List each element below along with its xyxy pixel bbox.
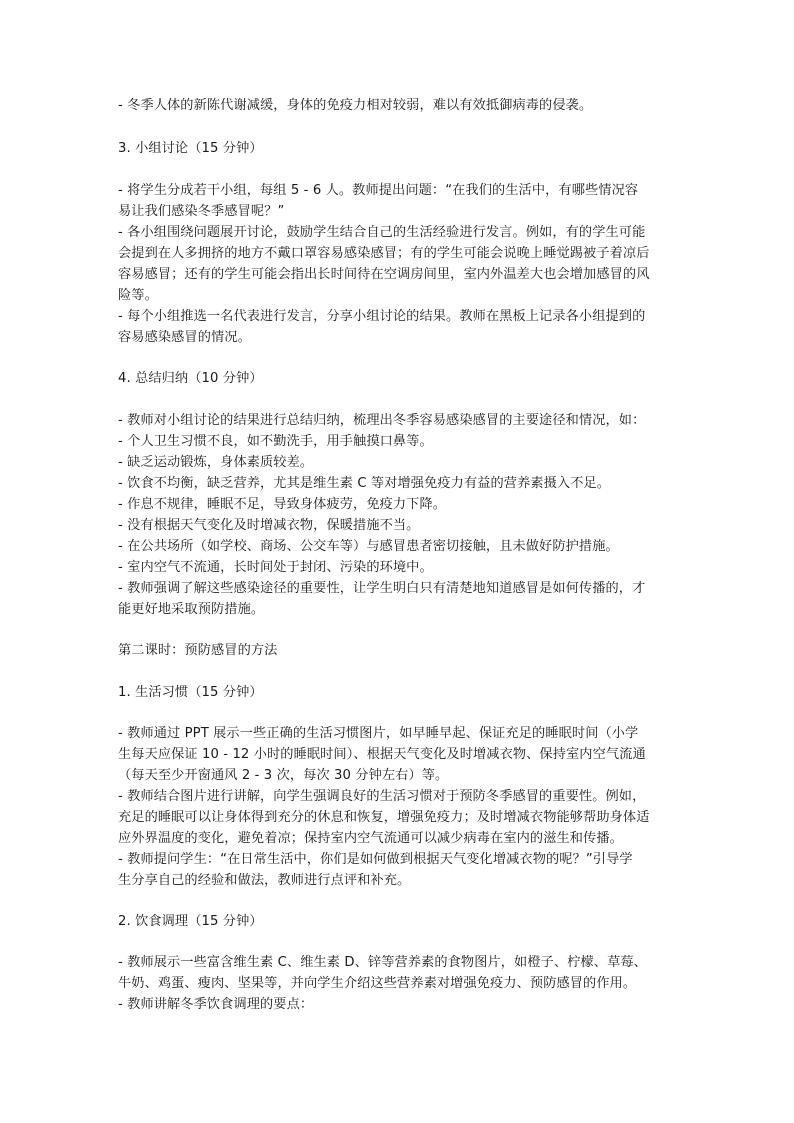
list-item: - 饮食不均衡，缺乏营养，尤其是维生素 C 等对增强免疫力有益的营养素摄入不足。 (118, 476, 611, 491)
paragraph-line: （每天至少开窗通风 2 - 3 次，每次 30 分钟左右）等。 (118, 768, 449, 783)
paragraph-line: 容易感染感冒的情况。 (118, 330, 251, 345)
paragraph-line: - 将学生分成若干小组，每组 5 - 6 人。教师提出问题：“在我们的生活中，有哪些情况容 (118, 183, 639, 198)
list-item: - 个人卫生习惯不良，如不勤洗手，用手触摸口鼻等。 (118, 434, 433, 449)
paragraph-line: 险等。 (118, 288, 158, 303)
paragraph-line: - 教师展示一些富含维生素 C、维生素 D、锌等营养素的食物图片，如橙子、柠檬、草莓、 (118, 955, 647, 970)
paragraph-line: 牛奶、鸡蛋、瘦肉、坚果等，并向学生介绍这些营养素对增强免疫力、预防感冒的作用。 (118, 976, 637, 991)
paragraph-line: - 教师对小组讨论的结果进行总结归纳，梳理出冬季容易感染感冒的主要途径和情况，如： (118, 413, 646, 428)
paragraph-line: - 冬季人体的新陈代谢减缓，身体的免疫力相对较弱，难以有效抵御病毒的侵袭。 (118, 98, 593, 113)
paragraph-line: 易让我们感染冬季感冒呢？” (118, 204, 285, 219)
list-item: - 室内空气不流通，长时间处于封闭、污染的环境中。 (118, 560, 433, 575)
paragraph-line: 应外界温度的变化，避免着凉；保持室内空气流通可以减少病毒在室内的滋生和传播。 (118, 831, 623, 846)
paragraph-line: - 每个小组推选一名代表进行发言，分享小组讨论的结果。教师在黑板上记录各小组提到的 (118, 309, 646, 324)
list-item: - 缺乏运动锻炼，身体素质较差。 (118, 455, 314, 470)
paragraph-line: - 教师提问学生：“在日常生活中，你们是如何做到根据天气变化增减衣物的呢？”引导学 (118, 852, 633, 867)
paragraph-line: 会提到在人多拥挤的地方不戴口罩容易感染感冒；有的学生可能会说晚上睡觉踢被子着凉后 (118, 246, 650, 261)
section-heading: 3. 小组讨论（15 分钟） (118, 141, 263, 156)
paragraph-line: 生分享自己的经验和做法，教师进行点评和补充。 (118, 873, 411, 888)
paragraph-line: - 各小组围绕问题展开讨论，鼓励学生结合自己的生活经验进行发言。例如，有的学生可能 (118, 225, 646, 240)
list-item: - 作息不规律，睡眠不足，导致身体疲劳，免疫力下降。 (118, 497, 447, 512)
list-item: - 没有根据天气变化及时增减衣物，保暖措施不当。 (118, 518, 420, 533)
paragraph-line: - 教师结合图片进行讲解，向学生强调良好的生活习惯对于预防冬季感冒的重要性。例如， (118, 789, 646, 804)
lesson-heading: 第二课时：预防感冒的方法 (118, 643, 278, 658)
paragraph-line: 生每天应保证 10 - 12 小时的睡眠时间）、根据天气变化及时增减衣物、保持室内空气流通 (118, 747, 646, 762)
paragraph-line: - 教师强调了解这些感染途径的重要性，让学生明白只有清楚地知道感冒是如何传播的，才 (118, 581, 646, 596)
paragraph-line: 能更好地采取预防措施。 (118, 602, 265, 617)
paragraph-line: - 教师通过 PPT 展示一些正确的生活习惯图片，如早睡早起、保证充足的睡眠时间（小学 (118, 726, 639, 741)
paragraph-line: 充足的睡眠可以让身体得到充分的休息和恢复，增强免疫力；及时增减衣物能够帮助身体适 (118, 810, 650, 825)
section-heading: 4. 总结归纳（10 分钟） (118, 371, 263, 386)
paragraph-line: - 教师讲解冬季饮食调理的要点： (118, 997, 314, 1012)
section-heading: 1. 生活习惯（15 分钟） (118, 685, 263, 700)
list-item: - 在公共场所（如学校、商场、公交车等）与感冒患者密切接触，且未做好防护措施。 (118, 539, 619, 554)
section-heading: 2. 饮食调理（15 分钟） (118, 914, 263, 929)
paragraph-line: 容易感冒；还有的学生可能会指出长时间待在空调房间里，室内外温差大也会增加感冒的风 (118, 267, 650, 282)
